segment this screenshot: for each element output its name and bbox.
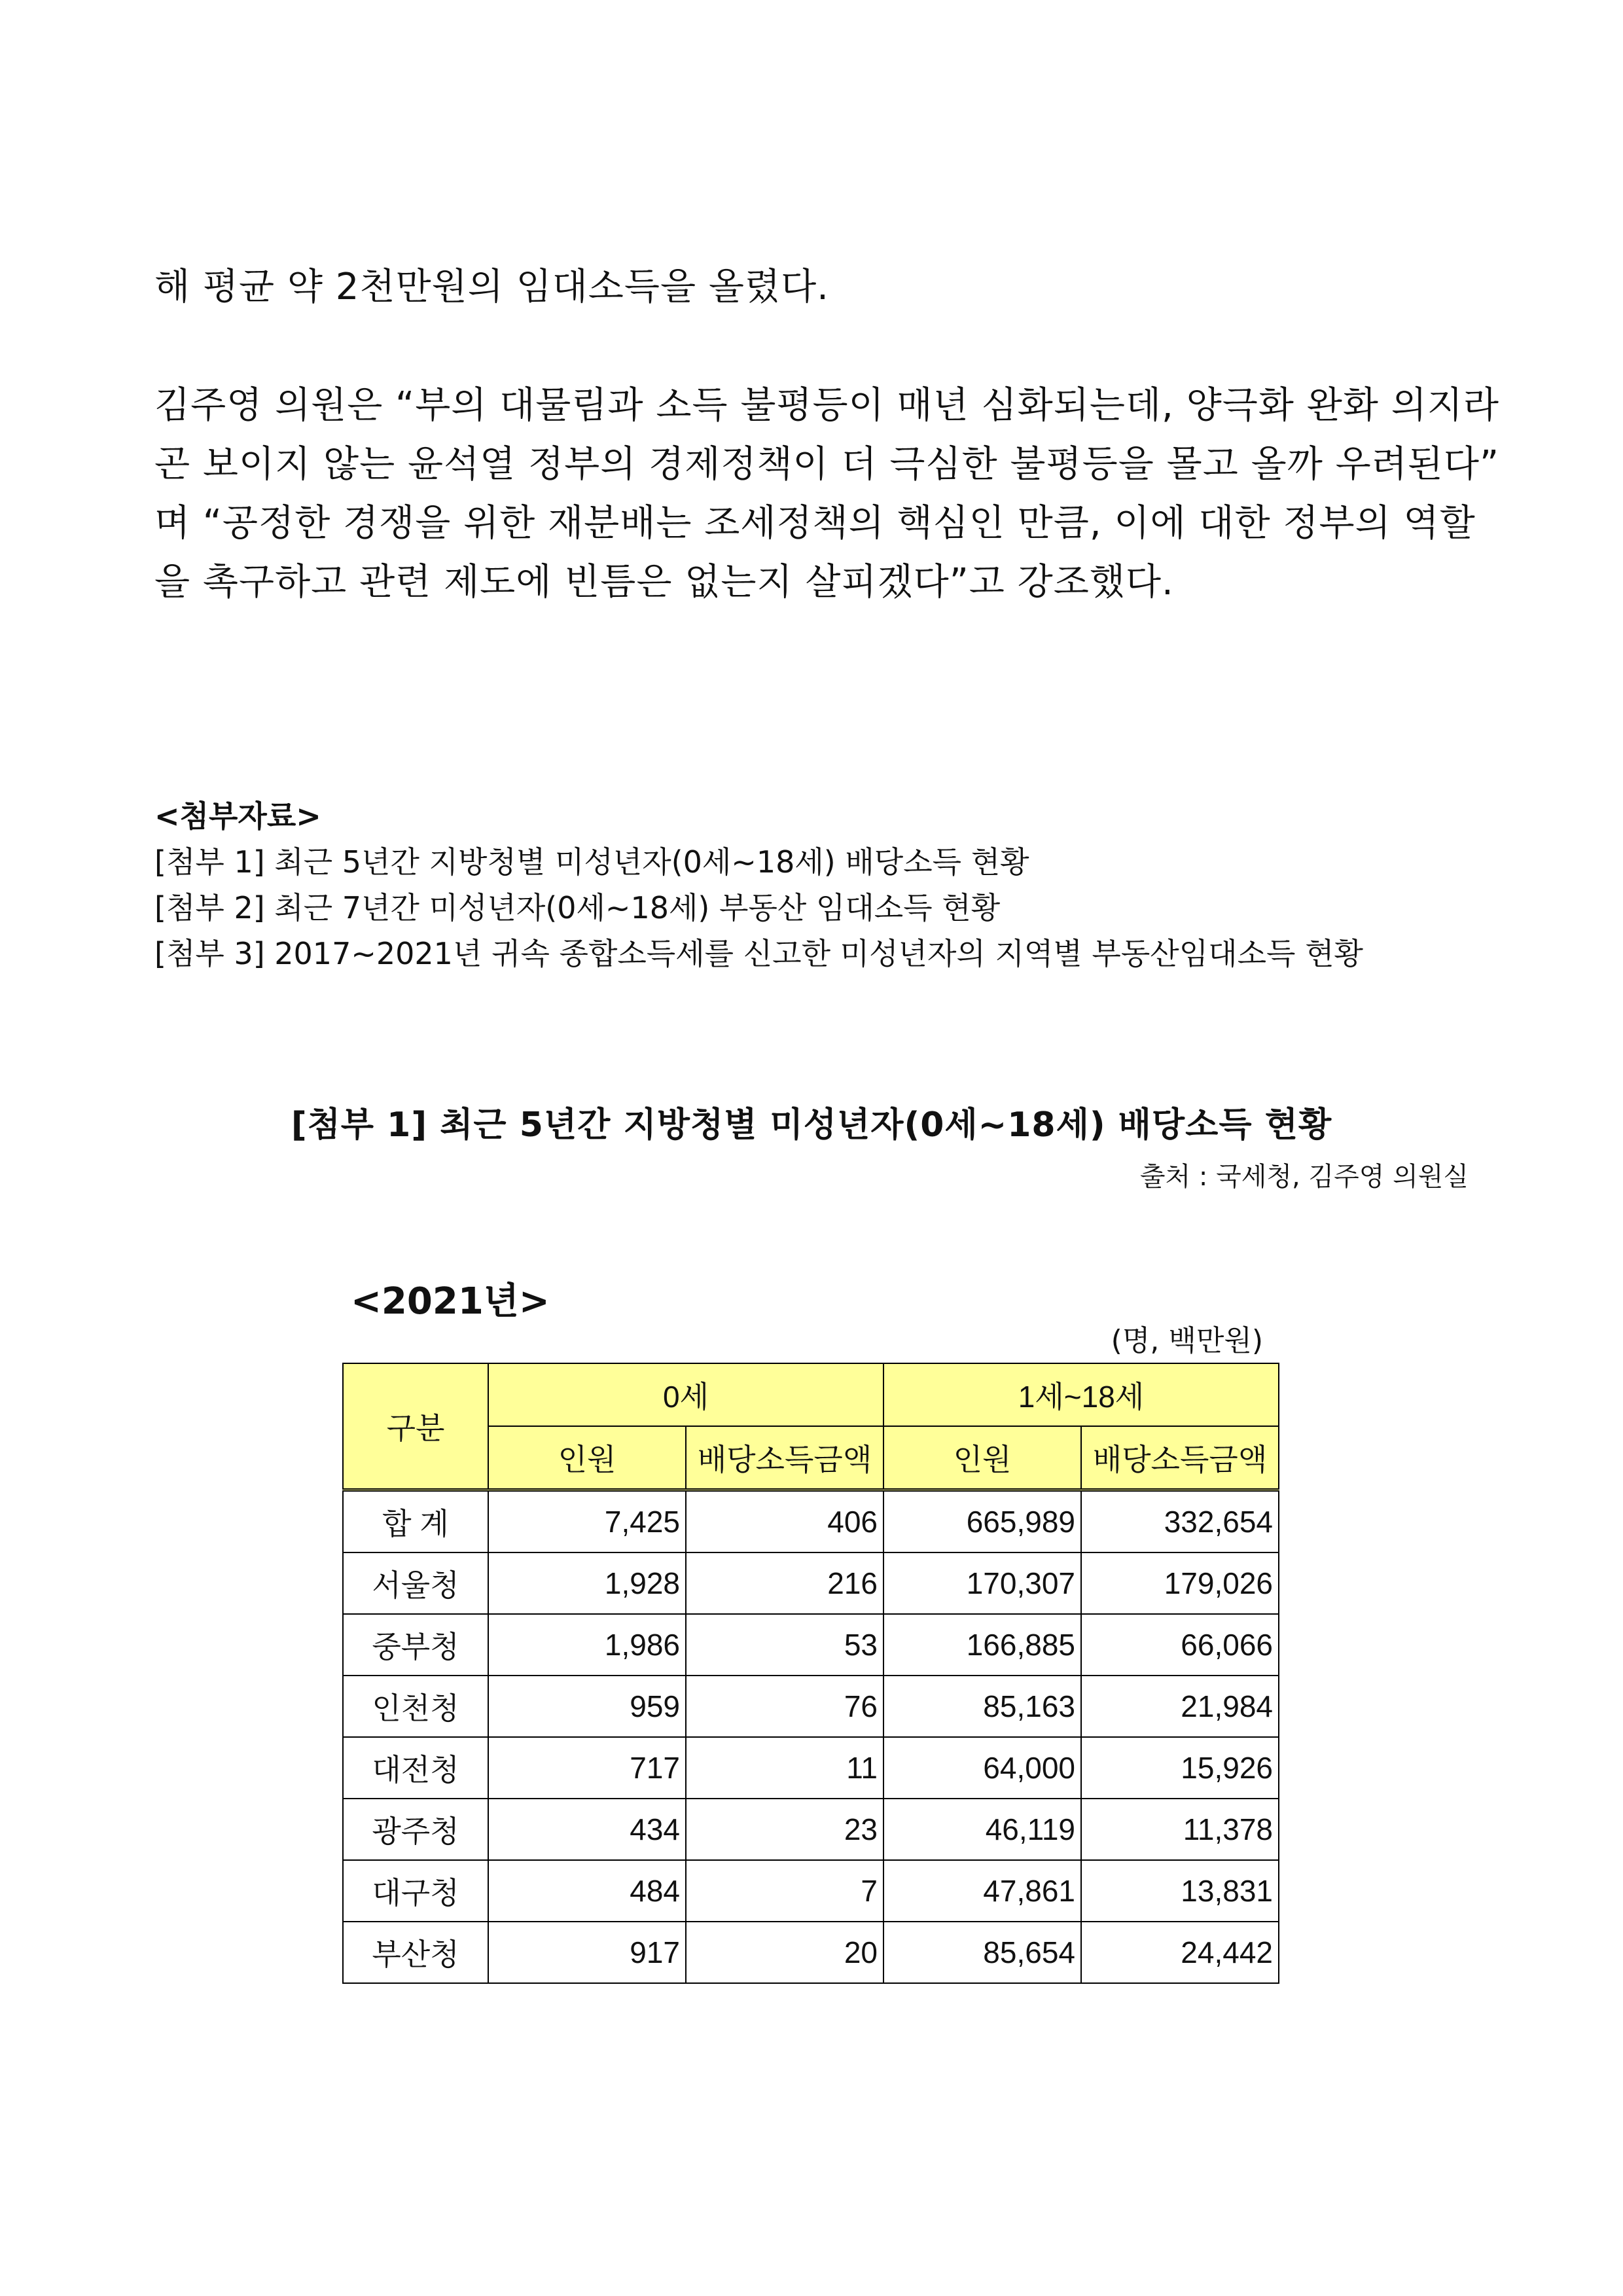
attachment-item: [첨부 2] 최근 7년간 미성년자(0세~18세) 부동산 임대소득 현황	[154, 890, 1001, 925]
row-label: 합 계	[343, 1490, 488, 1553]
paragraph-1	[154, 258, 1470, 317]
paragraph-line: 김주영 의원은 “부의 대물림과 소득 불평등이 매년 심화되는데, 양극화 완화 의지라	[154, 384, 1499, 427]
cell-value: 47,861	[883, 1860, 1081, 1922]
paragraph-2	[154, 376, 1499, 612]
cell-value: 64,000	[883, 1737, 1081, 1799]
cell-value: 332,654	[1081, 1490, 1279, 1553]
header-age-1-18: 1세~18세	[883, 1363, 1279, 1426]
row-label: 대전청	[343, 1737, 488, 1799]
row-label: 중부청	[343, 1614, 488, 1676]
table-row	[343, 1552, 1279, 1614]
cell-value: 53	[686, 1614, 883, 1676]
header-age-0: 0세	[488, 1363, 883, 1426]
table-header-row	[343, 1363, 1279, 1426]
attachment-item: [첨부 1] 최근 5년간 지방청별 미성년자(0세~18세) 배당소득 현황	[154, 844, 1029, 880]
paragraph-line: 며 “공정한 경쟁을 위한 재분배는 조세정책의 핵심인 만큼, 이에 대한 정부의 역할	[154, 502, 1476, 545]
attachment-list	[154, 793, 1363, 977]
cell-value: 665,989	[883, 1490, 1081, 1553]
attachment-heading: <첨부자료>	[154, 798, 321, 834]
cell-value: 13,831	[1081, 1860, 1279, 1922]
row-label: 인천청	[343, 1676, 488, 1737]
cell-value: 166,885	[883, 1614, 1081, 1676]
cell-value: 1,928	[488, 1552, 686, 1614]
cell-value: 484	[488, 1860, 686, 1922]
cell-value: 24,442	[1081, 1922, 1279, 1983]
row-label: 부산청	[343, 1922, 488, 1983]
table-unit-note: (명, 백만원)	[1111, 1324, 1263, 1357]
table-row	[343, 1614, 1279, 1676]
source-note: 출처 : 국세청, 김주영 의원실	[1139, 1162, 1469, 1192]
cell-value: 170,307	[883, 1552, 1081, 1614]
cell-value: 179,026	[1081, 1552, 1279, 1614]
header-count: 인원	[883, 1426, 1081, 1490]
cell-value: 917	[488, 1922, 686, 1983]
cell-value: 20	[686, 1922, 883, 1983]
cell-value: 434	[488, 1799, 686, 1860]
table-row	[343, 1737, 1279, 1799]
row-label: 서울청	[343, 1552, 488, 1614]
table-row	[343, 1676, 1279, 1737]
table-year-title: <2021년>	[351, 1280, 550, 1323]
section-title: [첨부 1] 최근 5년간 지방청별 미성년자(0세~18세) 배당소득 현황	[291, 1105, 1332, 1145]
paragraph-line: 을 촉구하고 관련 제도에 빈틈은 없는지 살피겠다”고 강조했다.	[154, 561, 1174, 603]
cell-value: 959	[488, 1676, 686, 1737]
row-label: 광주청	[343, 1799, 488, 1860]
cell-value: 76	[686, 1676, 883, 1737]
paragraph-line: 곤 보이지 않는 윤석열 정부의 경제정책이 더 극심한 불평등을 몰고 올까 우려된다”	[154, 443, 1499, 486]
cell-value: 46,119	[883, 1799, 1081, 1860]
cell-value: 7	[686, 1860, 883, 1922]
row-label: 대구청	[343, 1860, 488, 1922]
table-row	[343, 1922, 1279, 1983]
paragraph-line: 해 평균 약 2천만원의 임대소득을 올렸다.	[154, 266, 829, 308]
cell-value: 85,163	[883, 1676, 1081, 1737]
cell-value: 7,425	[488, 1490, 686, 1553]
cell-value: 21,984	[1081, 1676, 1279, 1737]
header-dividend-amount: 배당소득금액	[1081, 1426, 1279, 1490]
cell-value: 66,066	[1081, 1614, 1279, 1676]
cell-value: 1,986	[488, 1614, 686, 1676]
table-row	[343, 1799, 1279, 1860]
cell-value: 23	[686, 1799, 883, 1860]
table-row	[343, 1860, 1279, 1922]
header-count: 인원	[488, 1426, 686, 1490]
cell-value: 15,926	[1081, 1737, 1279, 1799]
cell-value: 85,654	[883, 1922, 1081, 1983]
cell-value: 11	[686, 1737, 883, 1799]
table-row	[343, 1490, 1279, 1553]
cell-value: 406	[686, 1490, 883, 1553]
cell-value: 11,378	[1081, 1799, 1279, 1860]
attachment-item: [첨부 3] 2017~2021년 귀속 종합소득세를 신고한 미성년자의 지역별 부동산임대소득 현황	[154, 936, 1363, 971]
cell-value: 216	[686, 1552, 883, 1614]
cell-value: 717	[488, 1737, 686, 1799]
header-dividend-amount: 배당소득금액	[686, 1426, 883, 1490]
header-gubun: 구분	[343, 1363, 488, 1490]
dividend-income-table	[342, 1363, 1279, 1984]
